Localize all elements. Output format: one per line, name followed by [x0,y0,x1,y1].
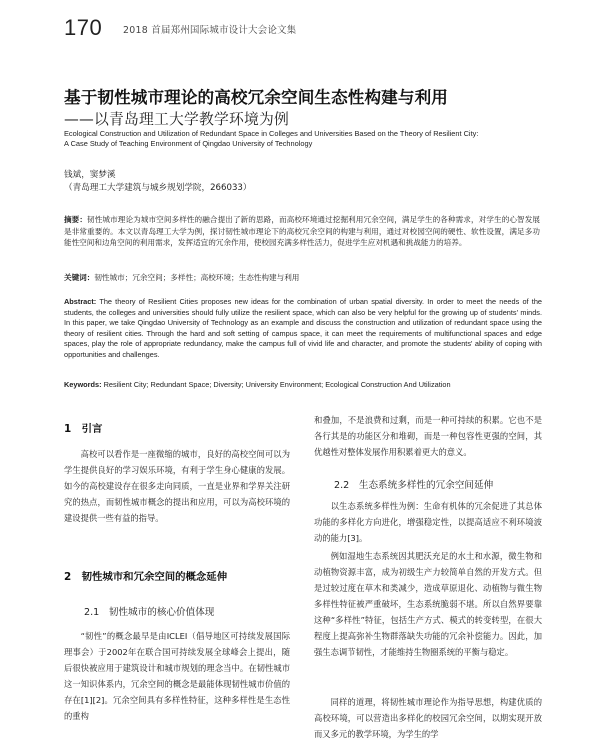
english-title [64,129,544,148]
running-title: 2018 首届郑州国际城市设计大会论文集 [123,25,297,36]
abstract-zh-label: 摘要： [64,215,88,224]
page-number: 170 [64,15,103,40]
english-title-line-1: Ecological Construction and Utilization of Redundant Space in Colleges and Universities Based on the Theory of Resilient City: [64,129,479,138]
abstract-en-label: Abstract: [64,297,97,306]
paper-title: 基于韧性城市理论的高校冗余空间生态性构建与利用 [64,88,448,107]
section-2-heading: 2 韧性城市和冗余空间的概念延伸 [64,571,228,583]
english-title-line-2: A Case Study of Teaching Environment of Qingdao University of Technology [64,138,313,148]
section-2-2-paragraph-3: 同样的道理，将韧性城市理论作为指导思想，构建优质的高校环境，可以营造出多样化的校园冗余空间，以期实现开放而又多元的教学环境，为学生的学 [314,697,542,739]
authors: 钱斌，窦梦溪 [64,170,116,180]
section-2-2-paragraph-1: 以生态系统多样性为例：生命有机体的冗余促进了其总体功能的多样化方向进化，增强稳定性，以提高适应不利环境波动的能力[3]。 [314,501,542,543]
section-2-1-paragraph: “韧性”的概念最早是由ICLEI（倡导地区可持续发展国际理事会）于2002年在联合国可持续发展全球峰会上提出，随后很快被应用于建筑设计和城市规划的理念当中。在韧性城市这一知识体系内，冗余空间的概念是最能体现韧性城市价值的存在[1][2]。冗余空间具有多样性特征，这种多样性是生态性的重构 [64,631,290,721]
right-column-continued-paragraph: 和叠加，不是浪费和过剩，而是一种可持续的积累。它也不是各行其是的功能区分和堆砌，而是一种包容性更强的空间，其优越性对整体发展作用积累着更大的意义。 [314,415,542,457]
keywords-zh [64,272,540,283]
keywords-en-label: Keywords: [64,380,102,389]
paper-subtitle: ——以青岛理工大学教学环境为例 [64,111,289,128]
abstract-zh [64,214,540,249]
abstract-zh-text: 韧性城市理论为城市空间多样性的融合提出了新的思路，而高校环境通过挖掘利用冗余空间，满足学生的各种需求，对学生的心智发展是非常重要的。本文以青岛理工大学为例，探讨韧性城市理论下的高校冗余空间的构建与利用，通过对校园空间的硬性、软性设置，满足多功能性空间和边角空间的利用需求，发挥适宜的冗余作用，使校园充满多样性活力，促进学生应对机遇和挑战能力的培养。 [64,215,541,248]
section-2-2-paragraph-2: 例如湿地生态系统因其肥沃充足的水土和水源，微生物和动植物资源丰富，成为初级生产力较简单自然的开发方式。但是过较过度在草木和类减少，造成草原退化、动植物与微生物多样性特征被严重破坏，生态系统脆弱不堪。所以自然界要靠这种“多样性”特征，包括生产方式、模式的转变转型，在很大程度上提高弥补生物群落缺失功能的冗余补偿能力。因此，加强生态调节韧性，才能维持生物圈系统的平衡与稳定。 [314,551,542,657]
abstract-en [64,297,542,360]
section-2-1-heading: 2.1 韧性城市的核心价值体现 [84,607,215,618]
section-1-heading: 1 引言 [64,423,103,435]
keywords-en-text: Resilient City; Redundant Space; Diversity; University Environment; Ecological Construction And Utilization [103,380,451,389]
abstract-en-text: The theory of Resilient Cities proposes new ideas for the combination of urban spatial diversity. In order to meet the needs of the students, the colleges and universities should fully utilize the resilient space, which can also be very helpful for the growing up of students' minds. In this paper, we take Qingdao University of Technology as an example and discuss the construction and utilization of redundant space using the theory of resilient cities. Through the hard and soft setting of campus space, it can meet the requirements of multifunctional spaces and edge spaces, play the role of appropriate redundancy, make the campus full of vivid life and character, and promote the students' ability of coping with opportunities and challenges. [64,297,542,359]
affiliation: （青岛理工大学建筑与城乡规划学院，266033） [64,183,252,193]
keywords-zh-label: 关键词： [64,273,95,282]
keywords-en [64,380,542,391]
section-2-2-heading: 2.2 生态系统多样性的冗余空间延伸 [334,480,494,491]
keywords-zh-text: 韧性城市；冗余空间；多样性；高校环境；生态性构建与利用 [94,273,300,282]
section-1-paragraph: 高校可以看作是一座微缩的城市，良好的高校空间可以为学生提供良好的学习娱乐环境，有利于学生身心健康的发展。如今的高校建设存在很多走向同质，一直是业界和学界关注研究的热点，而韧性城市概念的提出和应用，可以为高校环境的建设提供一些有益的指导。 [64,449,290,523]
